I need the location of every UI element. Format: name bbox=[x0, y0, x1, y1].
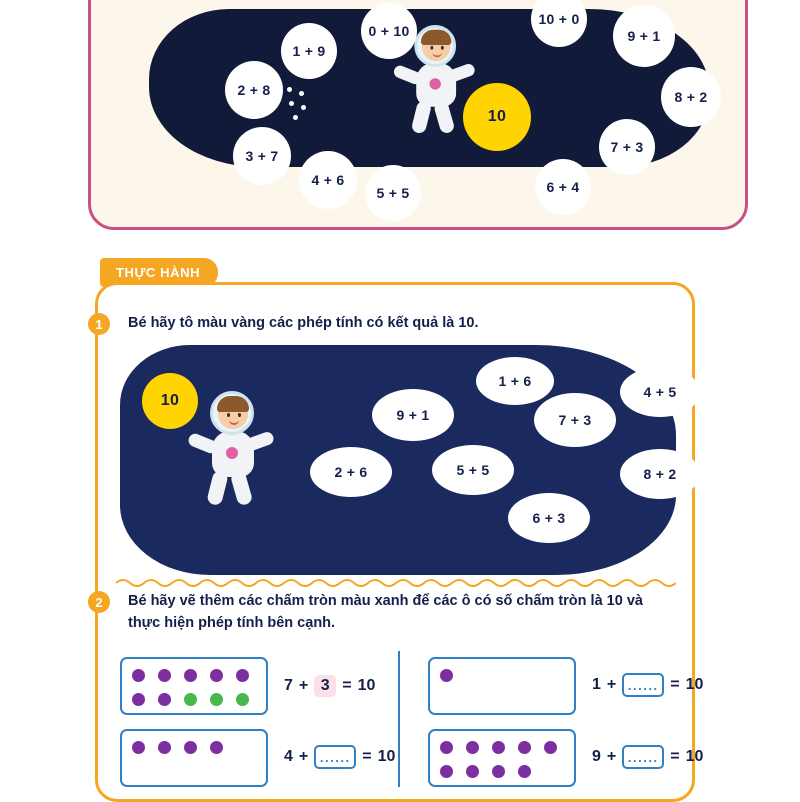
eq4-operand-b-input[interactable]: ...... bbox=[622, 745, 664, 769]
sum-bubble[interactable]: 0 + 10 bbox=[361, 3, 417, 59]
eq1-operand-a: 7 bbox=[284, 677, 293, 694]
dot-box-item-4[interactable] bbox=[428, 729, 576, 787]
eq2-equals: = bbox=[670, 676, 680, 693]
sum-bubble[interactable]: 3 + 7 bbox=[233, 127, 291, 185]
eq4-plus: + bbox=[606, 748, 617, 765]
sum-bubble[interactable]: 8 + 2 bbox=[661, 67, 721, 127]
practice-panel bbox=[95, 282, 704, 802]
sum-bubble[interactable]: 2 + 8 bbox=[225, 61, 283, 119]
sum-bubble[interactable]: 8 + 2 bbox=[620, 449, 700, 499]
sum-bubble[interactable]: 1 + 9 bbox=[281, 23, 337, 79]
eq4-result: 10 bbox=[685, 748, 704, 765]
exercise-1-instruction: Bé hãy tô màu vàng các phép tính có kết quả là 10. bbox=[128, 315, 479, 331]
eq2-result: 10 bbox=[685, 676, 704, 693]
eq1-operand-b[interactable]: 3 bbox=[314, 675, 336, 697]
sum-bubble[interactable]: 6 + 4 bbox=[535, 159, 591, 215]
eq3-operand-b-input[interactable]: ...... bbox=[314, 745, 356, 769]
sum-bubble[interactable]: 2 + 6 bbox=[310, 447, 392, 497]
sum-bubble[interactable]: 4 + 6 bbox=[299, 151, 357, 209]
equation-item-1 bbox=[284, 675, 375, 697]
exercise-number-2: 2 bbox=[88, 591, 110, 613]
eq1-equals: = bbox=[342, 677, 352, 694]
space-scene-top bbox=[149, 9, 709, 201]
dot-box-item-1[interactable] bbox=[120, 657, 268, 715]
eq2-operand-a: 1 bbox=[592, 676, 601, 693]
eq3-equals: = bbox=[362, 748, 372, 765]
dot-box-item-2[interactable] bbox=[428, 657, 576, 715]
answer-bubble-10-exercise1[interactable]: 10 bbox=[142, 373, 198, 429]
wavy-divider bbox=[116, 577, 676, 589]
answer-bubble-10-top[interactable]: 10 bbox=[463, 83, 531, 151]
sum-bubble[interactable]: 6 + 3 bbox=[508, 493, 590, 543]
eq4-operand-a: 9 bbox=[592, 748, 601, 765]
eq4-equals: = bbox=[670, 748, 680, 765]
section-tag-practice: THỰC HÀNH bbox=[100, 258, 218, 287]
exercise-number-1: 1 bbox=[88, 313, 110, 335]
sum-bubble[interactable]: 7 + 3 bbox=[534, 393, 616, 447]
space-scene-exercise-1 bbox=[120, 345, 676, 575]
eq2-operand-b-input[interactable]: ...... bbox=[622, 673, 664, 697]
equation-item-3 bbox=[284, 745, 395, 769]
sum-bubble[interactable]: 5 + 5 bbox=[432, 445, 514, 495]
dot-box-item-3[interactable] bbox=[120, 729, 268, 787]
eq2-plus: + bbox=[606, 676, 617, 693]
column-divider bbox=[398, 651, 400, 787]
sum-bubble[interactable]: 10 + 0 bbox=[531, 0, 587, 47]
sum-bubble[interactable]: 9 + 1 bbox=[372, 389, 454, 441]
sum-bubble[interactable]: 4 + 5 bbox=[620, 367, 700, 417]
equation-item-4 bbox=[592, 745, 703, 769]
sum-bubble[interactable]: 7 + 3 bbox=[599, 119, 655, 175]
equation-item-2 bbox=[592, 673, 703, 697]
eq1-plus: + bbox=[298, 677, 309, 694]
sum-bubble[interactable]: 5 + 5 bbox=[365, 165, 421, 221]
eq3-result: 10 bbox=[377, 748, 396, 765]
eq3-operand-a: 4 bbox=[284, 748, 293, 765]
exercise-2-instruction: Bé hãy vẽ thêm các chấm tròn màu xanh để các ô có số chấm tròn là 10 và thực hiện phép tính bên cạnh. bbox=[128, 593, 643, 631]
eq3-plus: + bbox=[298, 748, 309, 765]
sum-bubble[interactable]: 9 + 1 bbox=[613, 5, 675, 67]
lesson-top-panel bbox=[88, 0, 748, 230]
sum-bubble[interactable]: 1 + 6 bbox=[476, 357, 554, 405]
eq1-result: 10 bbox=[357, 677, 376, 694]
